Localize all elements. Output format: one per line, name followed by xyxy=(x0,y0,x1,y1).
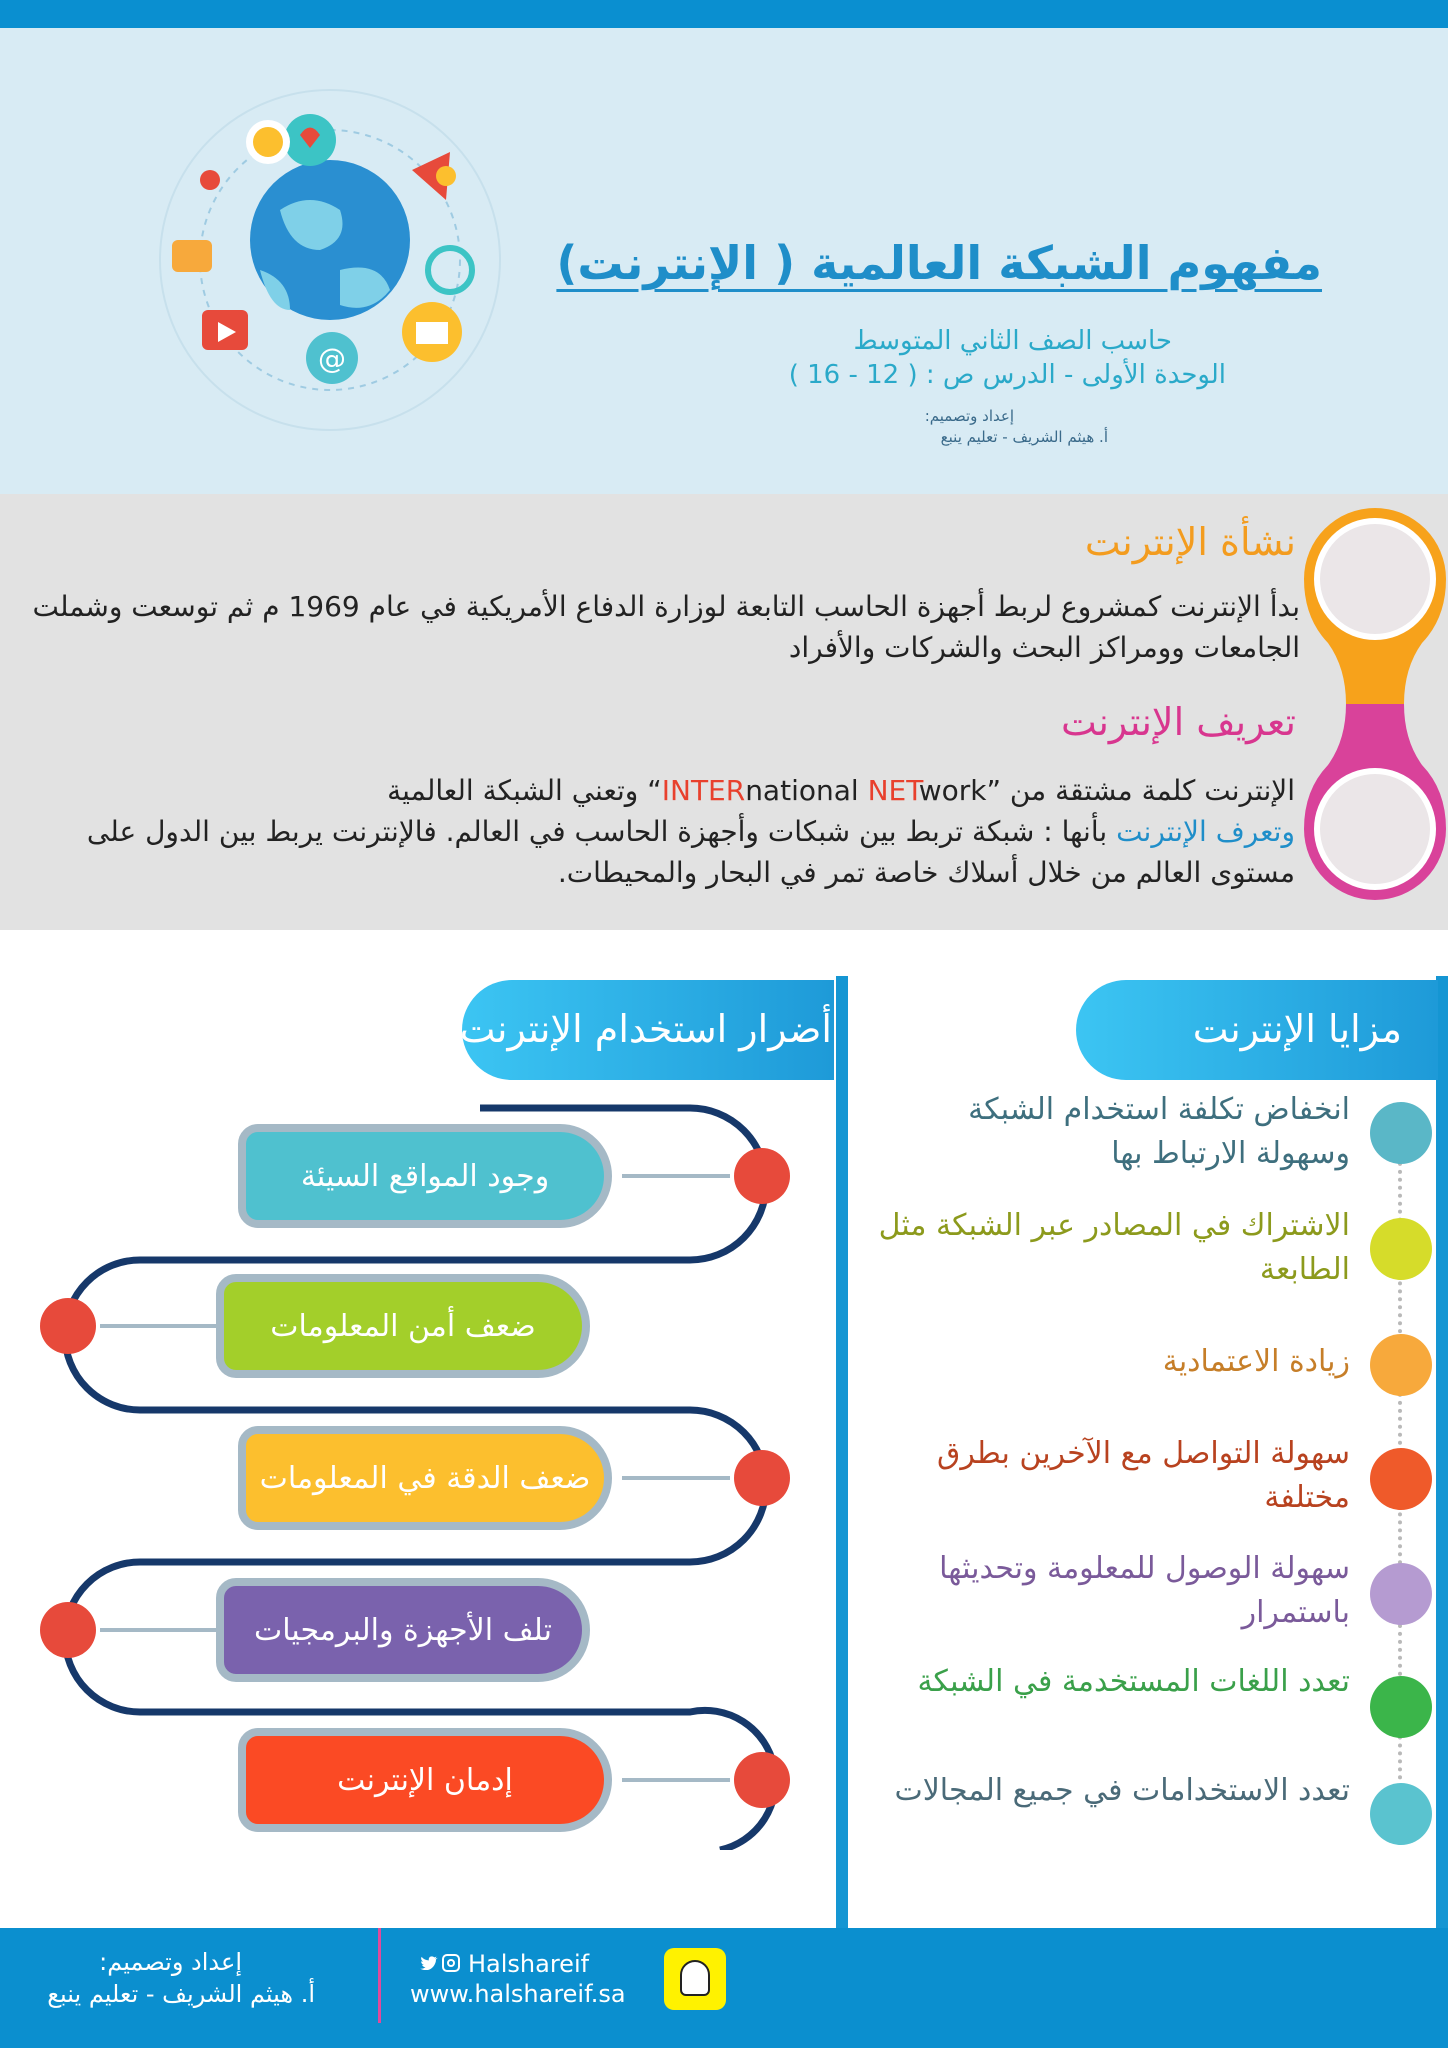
origin-paragraph: بدأ الإنترنت كمشروع لربط أجهزة الحاسب التابعة لوزارة الدفاع الأمريكية في عام 1969 م ثم توسعت وشملت الجامعات وومراكز البحث والشركات والأفراد xyxy=(32,590,1300,664)
advantage-marker xyxy=(1370,1218,1432,1280)
harm-dot xyxy=(734,1752,790,1808)
origin-heading: نشأة الإنترنت xyxy=(1084,520,1296,564)
grade-subtitle: حاسب الصف الثاني المتوسط xyxy=(853,326,1172,356)
advantage-marker xyxy=(1370,1783,1432,1845)
harm-dot xyxy=(734,1450,790,1506)
footer-credit-name: أ. هيثم الشريف - تعليم ينبع xyxy=(47,1980,315,2008)
advantage-item: انخفاض تكلفة استخدام الشبكة وسهولة الارتباط بها xyxy=(968,1092,1350,1171)
definition-heading: تعريف الإنترنت xyxy=(1061,700,1296,744)
harms-side-bar xyxy=(836,976,848,1928)
advantage-marker xyxy=(1370,1563,1432,1625)
harm-dot xyxy=(40,1298,96,1354)
advantage-item: سهولة التواصل مع الآخرين بطرق مختلفة xyxy=(937,1436,1350,1515)
page-title: مفهوم الشبكة العالمية ( الإنترنت) xyxy=(556,236,1322,290)
credit-name: أ. هيثم الشريف - تعليم ينبع xyxy=(940,428,1108,446)
definition-paragraph xyxy=(0,770,1295,893)
snapchat-ghost-icon xyxy=(680,1960,710,1996)
advantage-marker xyxy=(1370,1676,1432,1738)
advantage-marker xyxy=(1370,1334,1432,1396)
advantage-item: تعدد الاستخدامات في جميع المجالات xyxy=(894,1773,1350,1808)
definition-line1: الإنترنت كلمة مشتقة من ”INTERnational NETwork“ وتعني الشبكة العالمية xyxy=(387,774,1295,807)
harm-item: تلف الأجهزة والبرمجيات xyxy=(216,1578,590,1682)
top-bar xyxy=(0,0,1448,28)
advantages-title: مزايا الإنترنت xyxy=(1192,1007,1402,1051)
definition-english-term: INTERnational NETwork xyxy=(661,774,987,807)
harm-dot xyxy=(40,1602,96,1658)
harms-title: أضرار استخدام الإنترنت xyxy=(459,1007,832,1051)
unit-subtitle: الوحدة الأولى - الدرس ص : ( 12 - 16 ) xyxy=(788,360,1226,390)
website-link[interactable]: www.halshareif.sa xyxy=(410,1980,626,2008)
advantages-side-bar xyxy=(1436,976,1448,1928)
harm-item: وجود المواقع السيئة xyxy=(238,1124,612,1228)
advantage-item: تعدد اللغات المستخدمة في الشبكة xyxy=(917,1664,1350,1699)
globe-social-media-icon xyxy=(150,60,550,460)
harm-item: ضعف الدقة في المعلومات xyxy=(238,1426,612,1530)
harm-item: ضعف أمن المعلومات xyxy=(216,1274,590,1378)
section-timeline-pill xyxy=(1304,508,1446,900)
footer-credit-label: إعداد وتصميم: xyxy=(99,1948,242,1976)
twitter-icon[interactable] xyxy=(420,1956,438,1970)
advantage-item: الاشتراك في المصادر عبر الشبكة مثل الطابعة xyxy=(878,1208,1350,1287)
social-handle[interactable]: Halshareif xyxy=(468,1950,590,1978)
advantage-marker xyxy=(1370,1448,1432,1510)
harm-item: إدمان الإنترنت xyxy=(238,1728,612,1832)
credit-label: إعداد وتصميم: xyxy=(924,407,1014,425)
advantage-item: زيادة الاعتمادية xyxy=(1162,1344,1350,1379)
definition-line2: وتعرف الإنترنت بأنها : شبكة تربط بين شبكات وأجهزة الحاسب في العالم. فالإنترنت يربط بين الدول على مستوى العالم من خلال أسلاك خاصة تمر في البحار والمحيطات. xyxy=(86,815,1295,889)
advantage-marker xyxy=(1370,1102,1432,1164)
advantage-item: سهولة الوصول للمعلومة وتحديثها باستمرار xyxy=(939,1551,1350,1630)
harm-dot xyxy=(734,1148,790,1204)
svg-text:@: @ xyxy=(318,342,346,375)
footer-divider xyxy=(378,1928,381,2023)
instagram-lens xyxy=(447,1959,455,1967)
